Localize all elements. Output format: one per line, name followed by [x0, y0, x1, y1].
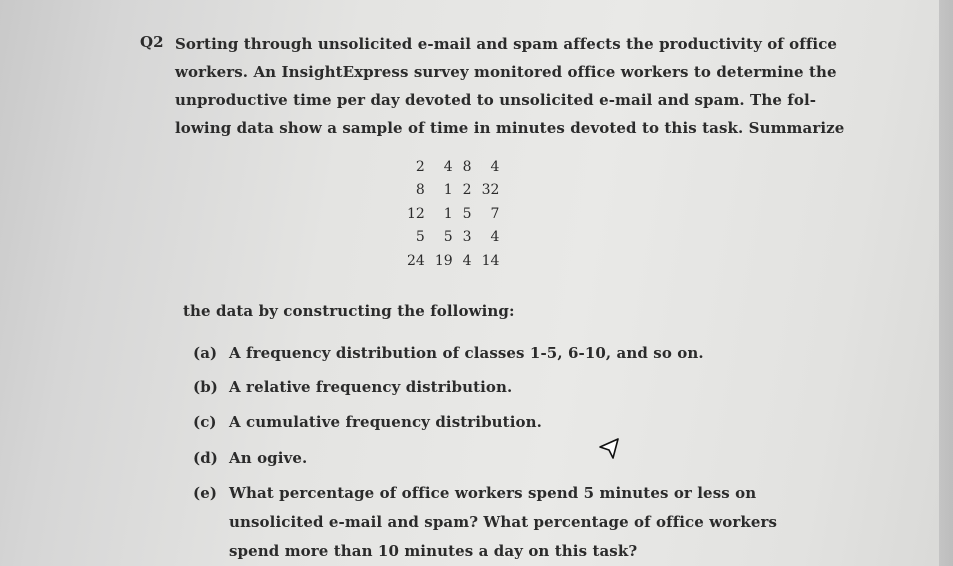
table-row [402, 226, 504, 250]
part-text: A relative frequency distribution. [229, 378, 513, 396]
table-cell: 14 [481, 252, 500, 269]
table-cell: 3 [462, 229, 472, 246]
part-text: A frequency distribution of classes 1-5, 6-10, and so on. [229, 344, 704, 362]
question-number: Q2 [140, 33, 164, 51]
table-cell: 32 [481, 182, 500, 199]
question-intro [175, 33, 845, 145]
table-cell: 19 [434, 252, 453, 269]
part-c [193, 411, 833, 447]
table-cell: 5 [462, 205, 472, 222]
part-text: A cumulative frequency distribution. [229, 413, 542, 431]
part-label: (e) [193, 484, 218, 502]
table-row [402, 202, 504, 226]
table-cell: 7 [490, 205, 500, 222]
part-text: An ogive. [229, 449, 308, 467]
part-d [193, 447, 833, 479]
table-row [402, 155, 504, 179]
question-continuation: the data by constructing the following: [183, 302, 515, 320]
table-cell: 24 [407, 252, 425, 269]
part-a [193, 342, 833, 376]
intro-line [175, 33, 838, 61]
page-edge [939, 0, 953, 566]
table-cell: 2 [415, 158, 425, 175]
part-e [193, 479, 833, 566]
table-cell: 4 [490, 158, 500, 175]
table-cell: 4 [490, 229, 500, 246]
table-cell: 4 [462, 252, 472, 269]
table-cell: 4 [443, 158, 453, 175]
part-b [193, 376, 833, 411]
table-cell: 12 [407, 205, 425, 222]
part-label: (b) [193, 378, 218, 396]
table-cell: 1 [443, 205, 453, 222]
intro-line-text: Sorting through unsolicited e-mail and spam affects the productivity of office [175, 35, 838, 53]
part-label: (c) [193, 413, 217, 431]
mouse-pointer-icon [596, 437, 622, 463]
question-parts [193, 342, 833, 566]
table-cell: 1 [443, 182, 453, 199]
intro-line: workers. An InsightExpress survey monitored office workers to determine the [175, 63, 837, 81]
table-row [402, 249, 504, 273]
table-cell: 8 [415, 182, 425, 199]
table-cell: 5 [443, 229, 453, 246]
table-cell: 8 [462, 158, 472, 175]
part-text: What percentage of office workers spend 5 minutes or less on unsolicited e-mail and spam? What percentage of office workers spend more than 10 minutes a day on this task? [229, 484, 778, 560]
intro-line: unproductive time per day devoted to unsolicited e-mail and spam. The fol- [175, 91, 817, 109]
table-cell: 2 [462, 182, 472, 199]
intro-line: lowing data show a sample of time in minutes devoted to this task. Summarize [175, 119, 845, 137]
table-row [402, 179, 504, 203]
table-cell: 5 [415, 229, 425, 246]
part-label: (d) [193, 449, 218, 467]
part-label: (a) [193, 344, 218, 362]
data-table [402, 155, 504, 273]
